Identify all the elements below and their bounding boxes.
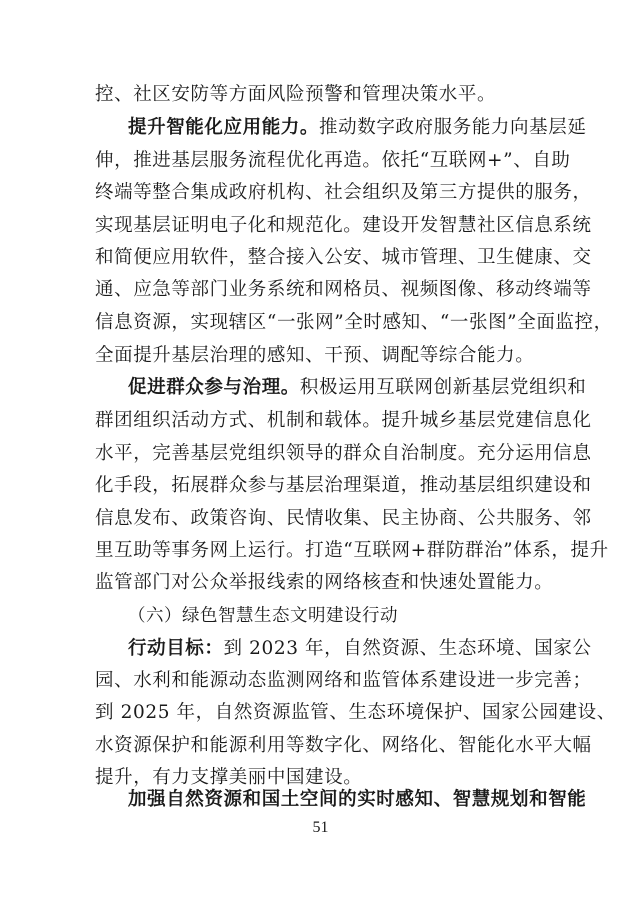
body-line [95, 473, 592, 499]
paragraph-heading: 提升智能化应用能力。 [128, 117, 320, 138]
paragraph-heading: 加强自然资源和国土空间的实时感知、智慧规划和智能 [128, 789, 587, 810]
line-text: 推动数字政府服务能力向基层延 [319, 117, 587, 138]
body-line [95, 570, 554, 596]
line-text: 园、水利和能源动态监测网络和监管体系建设进一步完善； [95, 670, 592, 691]
line-text: 伸，推进基层服务流程优化再造。依托“互联网+”、自助 [95, 150, 571, 171]
paragraph-heading: 行动目标： [128, 638, 224, 659]
line-text: 水平，完善基层党组织领导的群众自治制度。充分运用信息 [95, 443, 592, 464]
line-text: 里互助等事务网上运行。打造“互联网+群防群治”体系，提升 [95, 540, 609, 561]
body-line [95, 538, 609, 564]
body-line [95, 310, 613, 336]
line-text: 水资源保护和能源利用等数字化、网络化、智能化水平大幅 [95, 735, 592, 756]
body-line [95, 245, 592, 271]
line-text: 积极运用互联网创新基层党组织和 [299, 377, 587, 398]
paragraph-heading: 促进群众参与治理。 [128, 377, 300, 398]
body-line [95, 82, 551, 108]
section-heading [128, 603, 584, 629]
body-line [95, 148, 571, 174]
body-line [95, 180, 592, 206]
line-text: 控、社区安防等方面风险预警和管理决策水平。 [95, 84, 497, 105]
body-line [95, 408, 592, 434]
paragraph-lead-line [128, 115, 587, 141]
line-text: 群团组织活动方式、机制和载体。提升城乡基层党建信息化 [95, 410, 592, 431]
line-text: 信息资源，实现辖区“一张网”全时感知、“一张图”全面监控， [95, 312, 613, 333]
paragraph-lead-line [128, 636, 592, 662]
line-text: 全面提升基层治理的感知、干预、调配等综合能力。 [95, 345, 535, 366]
line-text: 通、应急等部门业务系统和网格员、视频图像、移动终端等 [95, 279, 592, 300]
body-line [95, 700, 616, 726]
body-line [95, 343, 551, 369]
body-line [95, 441, 592, 467]
line-text: 化手段，拓展群众参与基层治理渠道，推动基层组织建设和 [95, 475, 592, 496]
body-line [95, 506, 592, 532]
line-text: 终端等整合集成政府机构、社会组织及第三方提供的服务， [95, 182, 592, 203]
page-number: 51 [312, 819, 329, 836]
line-text: 到 2023 年，自然资源、生态环境、国家公 [223, 638, 592, 659]
line-text: 信息发布、政策咨询、民情收集、民主协商、公共服务、邻 [95, 508, 592, 529]
line-text: 监管部门对公众举报线索的网络核查和快速处置能力。 [95, 572, 554, 593]
line-text: 和简便应用软件，整合接入公安、城市管理、卫生健康、交 [95, 247, 592, 268]
body-line [95, 733, 592, 759]
paragraph-lead-line [128, 375, 587, 401]
paragraph-lead-line [128, 787, 587, 813]
body-line [95, 213, 592, 239]
body-line [95, 277, 592, 303]
section-heading-text: （六）绿色智慧生态文明建设行动 [128, 606, 398, 626]
body-line [95, 668, 592, 694]
line-text: 实现基层证明电子化和规范化。建设开发智慧社区信息系统 [95, 215, 592, 236]
line-text: 提升，有力支撑美丽中国建设。 [95, 767, 363, 788]
line-text: 到 2025 年，自然资源监管、生态环境保护、国家公园建设、 [95, 702, 616, 723]
